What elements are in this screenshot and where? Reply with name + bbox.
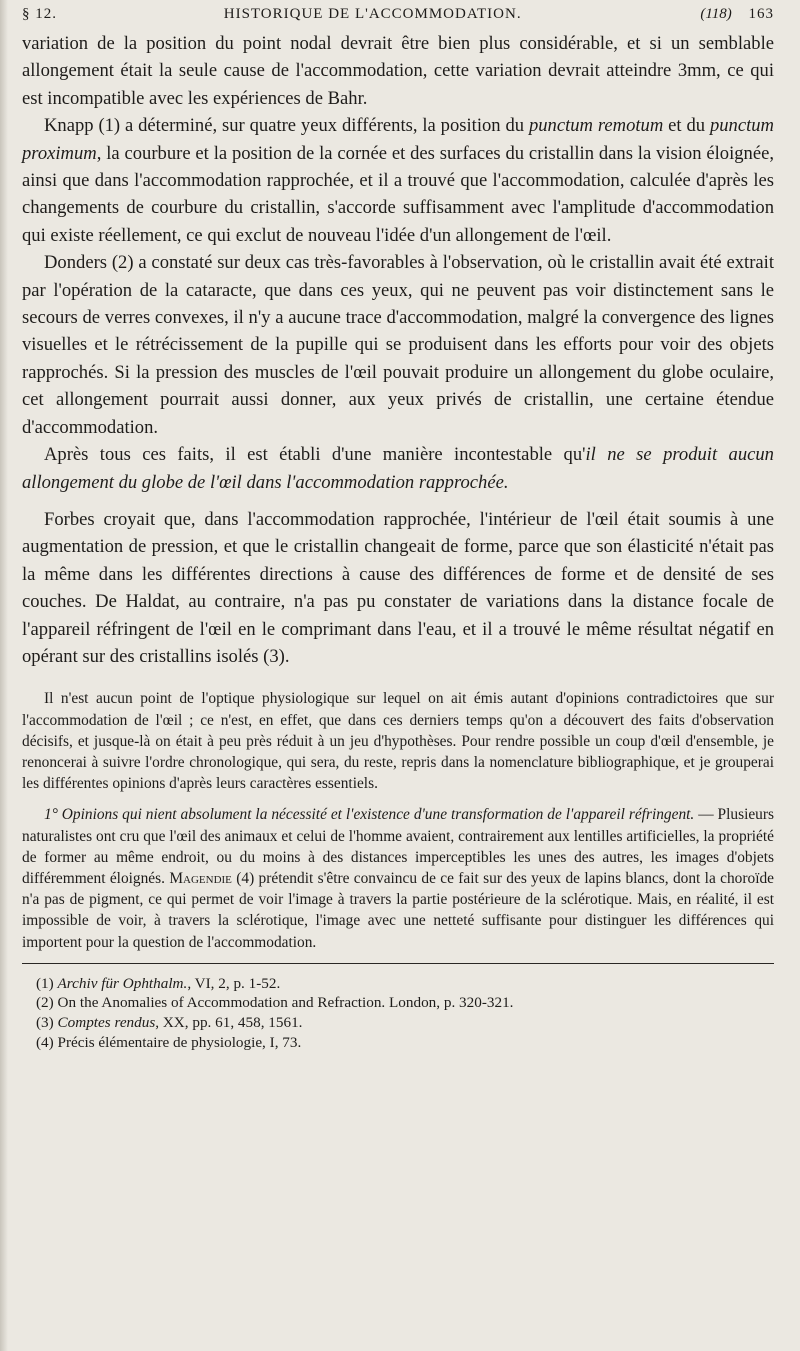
footnote-4: (4) Précis élémentaire de physiologie, I, 73. xyxy=(36,1033,302,1051)
author-magendie: Magendie xyxy=(169,869,232,887)
footnote-3: (3) Comptes rendus, XX, pp. 61, 458, 1561. xyxy=(36,1013,303,1031)
running-head xyxy=(22,6,774,28)
footnote-1: (1) Archiv für Ophthalm., VI, 2, p. 1-52. xyxy=(36,974,281,992)
section-number: § 12. xyxy=(22,6,57,22)
paragraph-5: Forbes croyait que, dans l'accommodation rapprochée, l'intérieur de l'œil était soumis à une augmentation de pression, et que le cristallin changeait de forme, parce que son élasticité n'était pas la même dans les différentes directions à cause des différences de forme et de densité de ses couches. De Haldat, au contraire, n'a pas pu constater de variations dans la distance focale de l'appareil réfringent de l'œil en le comprimant dans l'eau, et il a trouvé le même résultat négatif en opérant sur des cristallins isolés (3). xyxy=(22,508,774,667)
note-paragraph-2: 1° Opinions qui nient absolument la nécessité et l'existence d'une transformation de l'appareil réfringent. — Plusieurs naturalistes ont cru que l'œil des animaux et celui de l'homme avaient, contrairement aux lentilles artificielles, la propriété de former au même endroit, ou du moins à des distances imperceptibles les unes des autres, les images d'objets différemment éloignés. Magendie (4) prétendit s'être convaincu de ce fait sur des yeux de lapins blancs, dont la choroïde n'a pas de pigment, ce qui permet de voir l'image à travers la partie postérieure de la sclérotique. Mais, en réalité, il est impossible de voir, à travers la sclérotique, l'image avec une netteté suffisante pour distinguer les différences qui importent pour la question de l'accommodation. xyxy=(22,806,774,951)
term-punctum-remotum: punctum remotum xyxy=(528,115,664,137)
footnote-2: (2) On the Anomalies of Accommodation and Refraction. London, p. 320-321. xyxy=(36,994,514,1012)
page-number: 163 xyxy=(748,6,774,22)
paragraph-3: Donders (2) a constaté sur deux cas très-favorables à l'observation, où le cristallin avait été extrait par l'opération de la cataracte, que dans ces yeux, qui ne peuvent pas voir distinctement sans le secours de verres convexes, il n'y a aucune trace d'accommodation, malgré la convergence des lignes visuelles et le rétrécissement de la pupille qui se produisent dans les efforts pour voir des objets rapprochés. Si la pression des muscles de l'œil pouvait produire un allongement du globe oculaire, cet allongement pourrait aussi donner, aux yeux privés de cristallin, une certaine étendue d'accommodation. xyxy=(22,252,774,438)
running-title: HISTORIQUE DE L'ACCOMMODATION. xyxy=(223,6,522,22)
term-punctum-proximum: punctum proximum xyxy=(22,115,774,164)
page-gutter-shadow xyxy=(0,0,8,1351)
page-folio xyxy=(688,6,774,23)
small-print-notes xyxy=(22,688,774,952)
paragraph-4: Après tous ces faits, il est établi d'une manière incontestable qu'il ne se produit aucun allongement du globe de l'œil dans l'accommodation rapprochée. xyxy=(22,444,774,493)
footnotes xyxy=(22,974,774,1052)
note-paragraph-1: Il n'est aucun point de l'optique physiologique sur lequel on ait émis autant d'opinions contradictoires que sur l'accommodation de l'œil ; ce n'est, en effet, que dans ces derniers temps qu'on a découvert des faits d'observation décisifs, et jusque-là on était à peu près réduit à un jeu d'hypothèses. Pour rendre possible un coup d'œil d'ensemble, je renoncerai à suivre l'ordre chronologique, qui sera, du reste, repris dans la nomenclature bibliographique, et je grouperai les différentes opinions d'après leurs caractères essentiels. xyxy=(22,690,774,793)
paragraph-2: Knapp (1) a déterminé, sur quatre yeux différents, la position du punctum remotum et du punctum proximum, la courbure et la position de la cornée et des surfaces du cristallin dans la vision éloignée, ainsi que dans l'accommodation rapprochée, et il a trouvé que l'accommodation, calculée d'après les changements de courbure du cristallin, s'accorde suffisamment avec l'amplitude d'accommodation qui existe réellement, ce qui exclut de nouveau l'idée d'un allongement de l'œil. xyxy=(22,115,774,246)
note-heading: 1° Opinions qui nient absolument la nécessité et l'existence d'une transformation de l'appareil réfringent. xyxy=(44,806,695,824)
main-text xyxy=(22,30,774,670)
footnote-rule xyxy=(22,963,774,964)
paragraph-1: variation de la position du point nodal devrait être bien plus considérable, et si un semblable allongement était la seule cause de l'accommodation, cette variation devrait atteindre 3mm, ce qui est incompatible avec les expériences de Bahr. xyxy=(22,33,774,109)
conclusion-italic: il ne se produit aucun allongement du globe de l'œil dans l'accommodation rapprochée. xyxy=(22,444,774,493)
paragraph-code: (118) xyxy=(700,6,732,22)
